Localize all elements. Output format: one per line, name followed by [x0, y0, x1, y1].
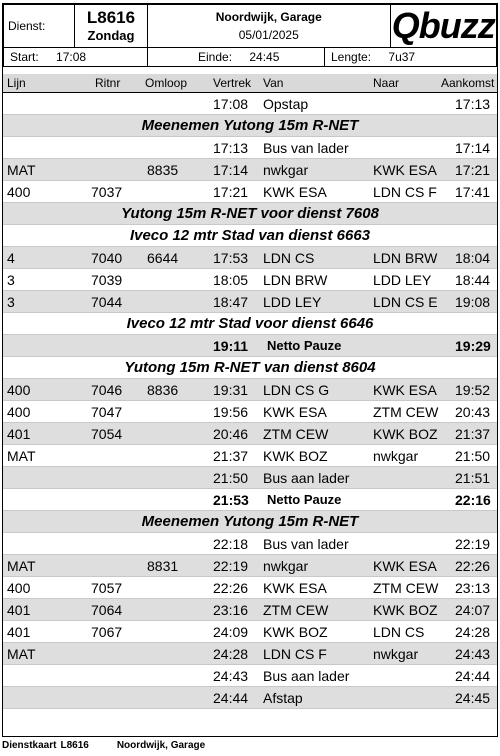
cell-ritnr: 7040	[91, 250, 123, 266]
section-heading: Iveco 12 mtr Stad voor dienst 6646	[3, 313, 497, 335]
footer-title: Dienstkaart	[2, 740, 57, 751]
cell-vertrek: 22:18	[213, 536, 249, 552]
cell-vertrek: 19:56	[213, 404, 249, 420]
cell-lijn: MAT	[7, 558, 36, 574]
cell-aankomst: 23:13	[455, 580, 491, 596]
trip-row	[3, 621, 497, 643]
cell-aankomst: 17:41	[455, 184, 491, 200]
cell-naar: LDN BRW	[373, 250, 438, 266]
col-naar: Naar	[373, 76, 400, 90]
cell-aankomst: 17:14	[455, 140, 491, 156]
cell-vertrek: 18:47	[213, 294, 249, 310]
start-value: 17:08	[56, 50, 87, 64]
dienst-cell	[75, 5, 148, 48]
einde-label: Einde:	[198, 50, 233, 64]
footer-code: L8616	[60, 740, 89, 751]
cell-lijn: 401	[7, 624, 31, 640]
section-heading: Yutong 15m R-NET van dienst 8604	[3, 357, 497, 379]
cell-ritnr: 7039	[91, 272, 123, 288]
cell-vertrek: 20:46	[213, 426, 249, 442]
cell-omloop: 8831	[147, 558, 179, 574]
cell-aankomst: 18:44	[455, 272, 491, 288]
trip-row	[3, 247, 497, 269]
cell-van: KWK BOZ	[263, 624, 328, 640]
cell-ritnr: 7054	[91, 426, 123, 442]
cell-aankomst: 17:13	[455, 96, 491, 112]
trip-row	[3, 687, 497, 709]
cell-ritnr: 7064	[91, 602, 123, 618]
cell-van: LDN CS F	[263, 646, 327, 662]
start-label: Start:	[10, 50, 39, 64]
cell-van: ZTM CEW	[263, 602, 329, 618]
cell-aankomst: 22:16	[455, 492, 491, 508]
cell-vertrek: 24:28	[213, 646, 249, 662]
trip-row	[3, 401, 497, 423]
dienst-label: Dienst:	[4, 5, 75, 48]
cell-van: Afstap	[263, 690, 303, 706]
cell-lijn: 3	[7, 272, 15, 288]
cell-aankomst: 19:52	[455, 382, 491, 398]
cell-lijn: 400	[7, 184, 31, 200]
logo-cell	[390, 5, 496, 48]
cell-lijn: 401	[7, 602, 31, 618]
cell-van: ZTM CEW	[263, 426, 329, 442]
cell-vertrek: 17:08	[213, 96, 249, 112]
cell-aankomst: 24:07	[455, 602, 491, 618]
cell-naar: KWK ESA	[373, 162, 437, 178]
cell-vertrek: 17:21	[213, 184, 249, 200]
cell-vertrek: 17:13	[213, 140, 249, 156]
cell-van: Bus aan lader	[263, 668, 350, 684]
service-card	[2, 3, 498, 737]
trip-row	[3, 577, 497, 599]
trip-row	[3, 599, 497, 621]
cell-lijn: 3	[7, 294, 15, 310]
cell-van: LDD LEY	[263, 294, 322, 310]
einde-cell	[148, 48, 325, 67]
cell-lijn: 4	[7, 250, 15, 266]
lengte-label: Lengte:	[331, 50, 372, 64]
cell-vertrek: 24:43	[213, 668, 249, 684]
cell-aankomst: 24:45	[455, 690, 491, 706]
cell-naar: KWK BOZ	[373, 426, 438, 442]
cell-lijn: 400	[7, 382, 31, 398]
service-date: 05/01/2025	[238, 28, 299, 42]
cell-aankomst: 21:37	[455, 426, 491, 442]
cell-van: Netto Pauze	[267, 338, 342, 353]
location-cell	[148, 5, 391, 48]
column-headers	[3, 74, 497, 93]
schedule-rows	[3, 93, 497, 709]
trip-row	[3, 445, 497, 467]
cell-van: LDN CS	[263, 250, 315, 266]
lengte-value: 7u37	[388, 50, 416, 64]
cell-van: Bus van lader	[263, 536, 349, 552]
cell-van: Opstap	[263, 96, 309, 112]
cell-naar: LDN CS F	[373, 184, 437, 200]
cell-aankomst: 24:43	[455, 646, 491, 662]
cell-omloop: 8836	[147, 382, 179, 398]
cell-van: KWK ESA	[263, 184, 327, 200]
footer-location: Noordwijk, Garage	[116, 740, 206, 751]
cell-naar: KWK BOZ	[373, 602, 438, 618]
cell-vertrek: 21:53	[213, 492, 249, 508]
pause-row	[3, 335, 497, 357]
cell-lijn: MAT	[7, 162, 36, 178]
cell-van: KWK ESA	[263, 404, 327, 420]
lengte-cell	[325, 48, 497, 67]
trip-row	[3, 137, 497, 159]
cell-naar: LDN CS E	[373, 294, 438, 310]
cell-aankomst: 20:43	[455, 404, 491, 420]
cell-vertrek: 17:14	[213, 162, 249, 178]
trip-row	[3, 665, 497, 687]
cell-naar: ZTM CEW	[373, 580, 439, 596]
cell-vertrek: 17:53	[213, 250, 249, 266]
cell-lijn: 400	[7, 404, 31, 420]
cell-naar: ZTM CEW	[373, 404, 439, 420]
cell-vertrek: 22:26	[213, 580, 249, 596]
cell-omloop: 6644	[147, 250, 179, 266]
trip-row	[3, 269, 497, 291]
trip-row	[3, 291, 497, 313]
cell-vertrek: 19:31	[213, 382, 249, 398]
trip-row	[3, 423, 497, 445]
cell-ritnr: 7046	[91, 382, 123, 398]
cell-naar: KWK ESA	[373, 558, 437, 574]
location-name: Noordwijk, Garage	[215, 10, 322, 24]
trip-row	[3, 643, 497, 665]
cell-naar: nwkgar	[373, 646, 419, 662]
col-omloop: Omloop	[145, 76, 188, 90]
dienst-day: Zondag	[87, 28, 135, 43]
cell-van: Bus van lader	[263, 140, 349, 156]
section-heading: Yutong 15m R-NET voor dienst 7608	[3, 203, 497, 225]
cell-van: LDN BRW	[263, 272, 328, 288]
header-table	[3, 4, 497, 67]
cell-naar: LDN CS	[373, 624, 425, 640]
footer	[2, 740, 235, 751]
qbuzz-logo: Qbuzz	[391, 5, 495, 46]
cell-vertrek: 24:09	[213, 624, 249, 640]
trip-row	[3, 533, 497, 555]
cell-aankomst: 24:44	[455, 668, 491, 684]
cell-vertrek: 21:37	[213, 448, 249, 464]
cell-vertrek: 24:44	[213, 690, 249, 706]
cell-vertrek: 19:11	[213, 338, 249, 354]
cell-van: KWK ESA	[263, 580, 327, 596]
section-heading: Iveco 12 mtr Stad van dienst 6663	[3, 225, 497, 247]
cell-vertrek: 18:05	[213, 272, 249, 288]
trip-row	[3, 181, 497, 203]
cell-naar: nwkgar	[373, 448, 419, 464]
cell-lijn: MAT	[7, 646, 36, 662]
cell-vertrek: 23:16	[213, 602, 249, 618]
col-lijn: Lijn	[7, 76, 26, 90]
cell-aankomst: 22:26	[455, 558, 491, 574]
cell-aankomst: 19:29	[455, 338, 491, 354]
cell-lijn: 400	[7, 580, 31, 596]
cell-vertrek: 21:50	[213, 470, 249, 486]
cell-naar: LDD LEY	[373, 272, 432, 288]
cell-aankomst: 24:28	[455, 624, 491, 640]
col-ritnr: Ritnr	[95, 76, 121, 90]
cell-van: nwkgar	[263, 558, 309, 574]
einde-value: 24:45	[249, 50, 280, 64]
cell-van: Bus aan lader	[263, 470, 350, 486]
section-heading: Meenemen Yutong 15m R-NET	[3, 511, 497, 533]
cell-omloop: 8835	[147, 162, 179, 178]
cell-naar: KWK ESA	[373, 382, 437, 398]
trip-row	[3, 93, 497, 115]
trip-row	[3, 159, 497, 181]
cell-aankomst: 21:51	[455, 470, 491, 486]
cell-van: KWK BOZ	[263, 448, 328, 464]
start-cell	[4, 48, 148, 67]
section-heading: Meenemen Yutong 15m R-NET	[3, 115, 497, 137]
cell-aankomst: 21:50	[455, 448, 491, 464]
cell-ritnr: 7057	[91, 580, 123, 596]
trip-row	[3, 555, 497, 577]
cell-aankomst: 19:08	[455, 294, 491, 310]
dienst-code: L8616	[86, 8, 136, 27]
col-vertrek: Vertrek	[213, 76, 252, 90]
pause-row	[3, 489, 497, 511]
cell-van: nwkgar	[263, 162, 309, 178]
cell-aankomst: 22:19	[455, 536, 491, 552]
cell-aankomst: 17:21	[455, 162, 491, 178]
cell-ritnr: 7067	[91, 624, 123, 640]
col-van: Van	[263, 76, 284, 90]
col-aankomst: Aankomst	[441, 76, 495, 90]
cell-lijn: 401	[7, 426, 31, 442]
cell-vertrek: 22:19	[213, 558, 249, 574]
cell-aankomst: 18:04	[455, 250, 491, 266]
cell-van: LDN CS G	[263, 382, 330, 398]
trip-row	[3, 379, 497, 401]
cell-lijn: MAT	[7, 448, 36, 464]
cell-ritnr: 7047	[91, 404, 123, 420]
cell-ritnr: 7044	[91, 294, 123, 310]
cell-van: Netto Pauze	[267, 492, 342, 507]
trip-row	[3, 467, 497, 489]
cell-ritnr: 7037	[91, 184, 123, 200]
